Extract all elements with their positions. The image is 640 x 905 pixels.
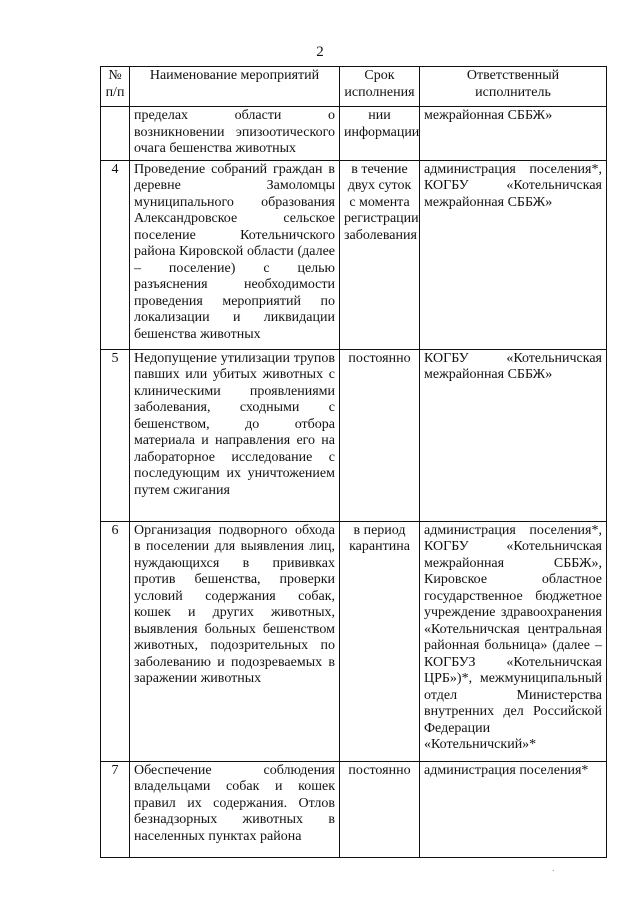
- row-term: в течение двух суток с момента регистрации заболевания: [340, 160, 420, 349]
- row-responsible: администрация поселения*: [420, 761, 607, 857]
- scan-speck: ·: [551, 866, 555, 877]
- row-measure-name: Проведение собраний граждан в деревне Замоломцы муниципального образования Александровское сельское поселение Котельничского района Кировской области (далее – поселение) с целью разъяснения необходимости проведения мероприятий по локализации и ликвидации бешенства животных: [130, 160, 340, 349]
- row-measure-name: Организация подворного обхода в поселении для выявления лиц, нуждающихся в прививках против бешенства, проверки условий содержания собак, кошек и других животных, выявления больных бешенством животных, подозрительных по заболеванию и подозреваемых в заражении животных: [130, 521, 340, 761]
- row-term: нии информации: [340, 107, 420, 161]
- row-number: [101, 107, 130, 161]
- table-row: [101, 521, 607, 761]
- row-measure-name: пределах области о возникновении эпизоотического очага бешенства животных: [130, 107, 340, 161]
- row-number: 5: [101, 349, 130, 521]
- table-row: [101, 349, 607, 521]
- row-number: 4: [101, 160, 130, 349]
- row-responsible: администрация поселения*, КОГБУ «Котельничская межрайонная СББЖ», Кировское областное государственное бюджетное учреждение здравоохранения «Котельничская центральная районная больница» (далее – КОГБУЗ «Котельничская ЦРБ»)*, межмуниципальный отдел Министерства внутренних дел Российской Федерации «Котельничский»*: [420, 521, 607, 761]
- page-number: 2: [316, 44, 324, 60]
- header-measure-name: Наименование мероприятий: [130, 67, 340, 107]
- header-responsible: Ответственный исполнитель: [420, 67, 607, 107]
- row-term: в период карантина: [340, 521, 420, 761]
- row-number: 7: [101, 761, 130, 857]
- header-term: Срок исполнения: [340, 67, 420, 107]
- header-number: № п/п: [101, 67, 130, 107]
- row-term: постоянно: [340, 761, 420, 857]
- row-responsible: межрайонная СББЖ»: [420, 107, 607, 161]
- row-responsible: администрация поселения*, КОГБУ «Котельничская межрайонная СББЖ»: [420, 160, 607, 349]
- row-responsible: КОГБУ «Котельничская межрайонная СББЖ»: [420, 349, 607, 521]
- row-number: 6: [101, 521, 130, 761]
- row-measure-name: Обеспечение соблюдения владельцами собак и кошек правил их содержания. Отлов безнадзорных животных в населенных пунктах района: [130, 761, 340, 857]
- table-header-row: [101, 67, 607, 107]
- measures-table: [100, 66, 607, 858]
- table-row: [101, 761, 607, 857]
- table-row: [101, 107, 607, 161]
- row-measure-name: Недопущение утилизации трупов павших или убитых животных с клиническими проявлениями заболевания, сходными с бешенством, до отбора материала и направления его на лабораторное исследование с последующим их уничтожением путем сжигания: [130, 349, 340, 521]
- row-term: постоянно: [340, 349, 420, 521]
- table-row: [101, 160, 607, 349]
